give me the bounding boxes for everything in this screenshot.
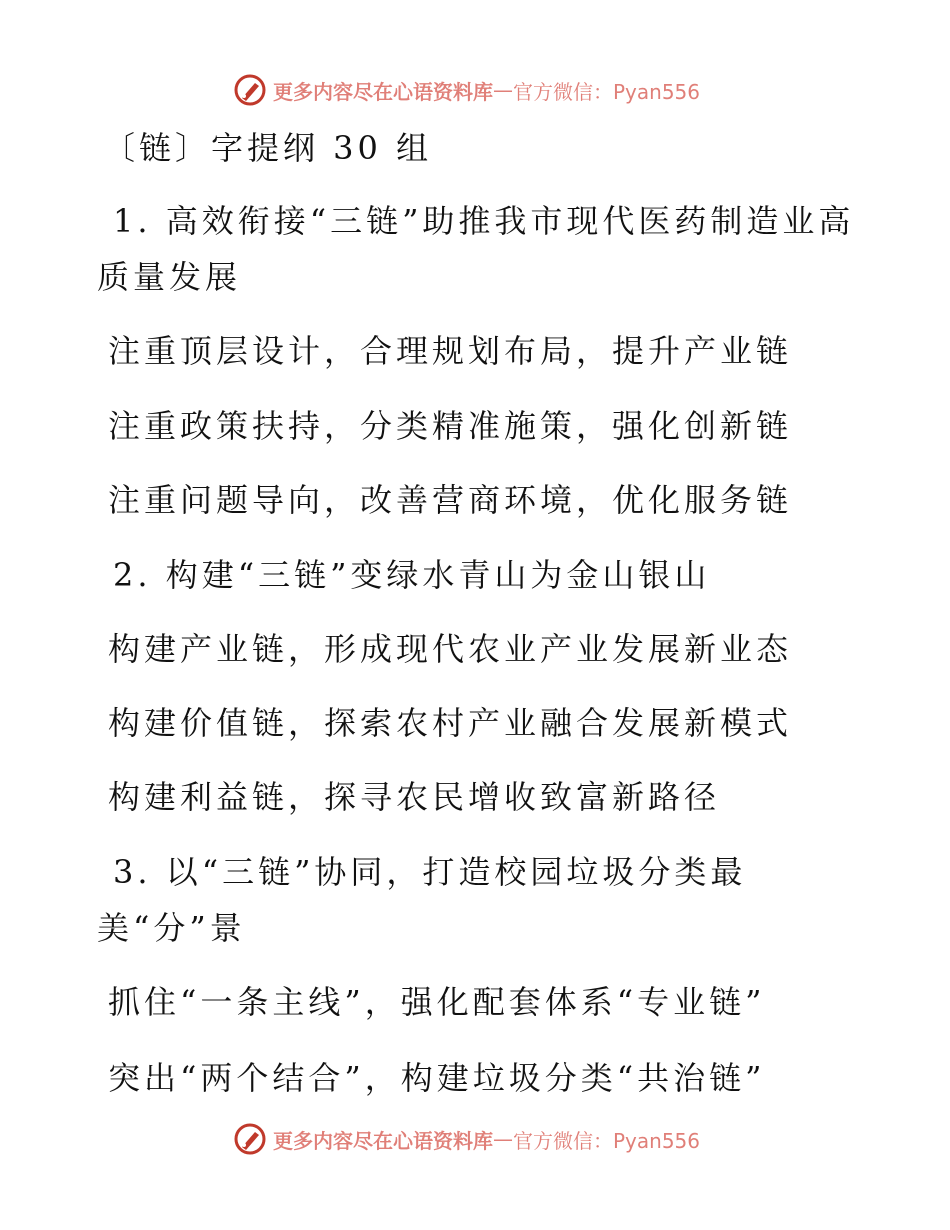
watermark-site-text: 更多内容尽在心语资料库 xyxy=(273,1128,493,1153)
item-1-heading-line1: 1. 高效衔接“三链”助推我市现代医药制造业高 xyxy=(113,202,855,240)
item-3-heading-line2: 美“分”景 xyxy=(97,909,246,947)
footer-watermark xyxy=(233,1121,700,1157)
document-title: 〔链〕字提纲 30 组 xyxy=(103,129,433,167)
header-watermark xyxy=(233,72,700,108)
pen-circle-logo-icon xyxy=(233,73,267,107)
item-1-point-1: 注重顶层设计，合理规划布局，提升产业链 xyxy=(108,332,793,370)
watermark-contact: 官方微信：Pyan556 xyxy=(513,79,701,104)
item-1-point-2: 注重政策扶持，分类精准施策，强化创新链 xyxy=(108,407,793,445)
item-3-heading-line1: 3. 以“三链”协同，打造校园垃圾分类最 xyxy=(113,853,747,891)
item-3-point-1: 抓住“一条主线”，强化配套体系“专业链” xyxy=(108,983,766,1021)
item-2-point-1: 构建产业链，形成现代农业产业发展新业态 xyxy=(108,630,793,668)
item-2-point-3: 构建利益链，探寻农民增收致富新路径 xyxy=(108,778,721,816)
watermark-dash: — xyxy=(493,1127,513,1151)
watermark-site-text: 更多内容尽在心语资料库 xyxy=(273,79,493,104)
item-3-point-2: 突出“两个结合”，构建垃圾分类“共治链” xyxy=(108,1059,766,1097)
item-1-heading-line2: 质量发展 xyxy=(97,258,242,296)
item-1-point-3: 注重问题导向，改善营商环境，优化服务链 xyxy=(108,481,793,519)
watermark-dash: — xyxy=(493,78,513,102)
pen-circle-logo-icon xyxy=(233,1122,267,1156)
item-2-point-2: 构建价值链，探索农村产业融合发展新模式 xyxy=(108,704,793,742)
item-2-heading: 2. 构建“三链”变绿水青山为金山银山 xyxy=(113,556,711,594)
watermark-contact: 官方微信：Pyan556 xyxy=(513,1128,701,1153)
